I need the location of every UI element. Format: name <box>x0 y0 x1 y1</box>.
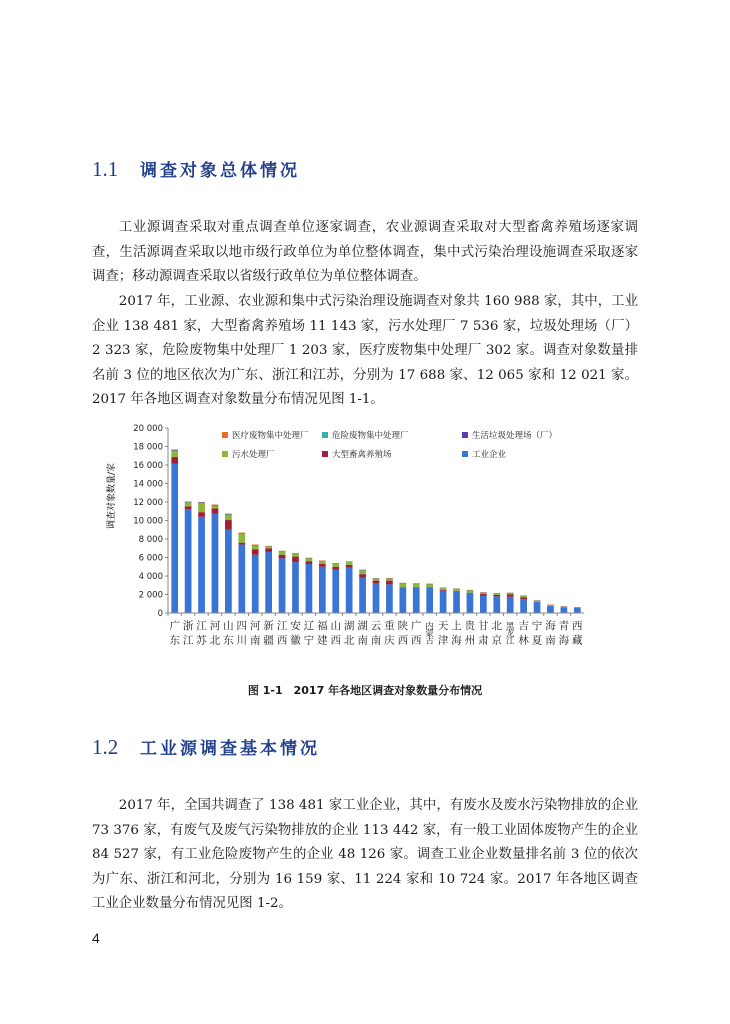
x-tick-label: 山东 <box>223 620 234 647</box>
y-tick-label: 4 000 <box>138 572 163 582</box>
x-tick-label: 贵州 <box>464 620 476 647</box>
bar-segment <box>346 562 353 565</box>
bar-segment <box>359 570 366 574</box>
bar-segment <box>386 581 393 585</box>
figure-caption: 图 1-1 2017 年各地区调查对象数量分布情况 <box>247 684 483 697</box>
x-tick-label: 重庆 <box>384 620 395 647</box>
bar-segment <box>185 506 192 509</box>
bar-segment <box>279 555 286 559</box>
x-tick-label: 辽宁 <box>303 620 315 647</box>
bar-segment <box>493 595 500 596</box>
bar-segment <box>426 584 433 587</box>
legend-label: 生活垃圾处理场（厂） <box>472 431 558 441</box>
section-heading-1-1 <box>92 156 300 182</box>
legend-swatch <box>322 432 328 438</box>
x-tick-label: 上海 <box>451 620 462 647</box>
bar-segment <box>359 578 366 613</box>
bar-segment <box>373 583 380 613</box>
x-tick-label: 四川 <box>236 620 248 647</box>
legend-label: 医疗废物集中处理厂 <box>232 431 309 441</box>
x-tick-label: 江西 <box>276 620 288 647</box>
section-heading-1-2 <box>92 734 320 760</box>
bar-segment <box>507 595 514 597</box>
bar-segment <box>225 530 232 613</box>
legend-swatch <box>462 432 468 438</box>
x-tick-label: 安徽 <box>290 620 301 647</box>
bar-segment <box>467 593 474 613</box>
bar-segment <box>279 551 286 554</box>
x-tick-label: 福建 <box>317 620 328 647</box>
bar-segment <box>440 591 447 613</box>
x-tick-label: 浙江 <box>182 620 194 647</box>
bar-segment <box>386 579 393 581</box>
bar-segment <box>346 565 353 568</box>
bar-segment <box>480 596 487 613</box>
bar-segment <box>319 561 326 564</box>
legend-label: 污水处理厂 <box>232 450 275 460</box>
bar-segment <box>453 589 460 591</box>
legend-label: 危险废物集中处理厂 <box>332 431 409 441</box>
y-tick-label: 6 000 <box>138 553 163 564</box>
x-tick-label: 青海 <box>558 620 570 647</box>
bar-segment <box>171 457 178 463</box>
bar-segment <box>252 545 259 549</box>
section-number: 1.1 <box>92 157 119 181</box>
bar-segment <box>480 594 487 596</box>
y-axis-title: 调查对象数量/家 <box>107 462 117 530</box>
bar-segment <box>399 583 406 587</box>
bar-segment <box>238 545 245 613</box>
legend-swatch <box>222 432 228 438</box>
paragraph-2: 2017 年，工业源、农业源和集中式污染治理设施调查对象共 160 988 家，其中，工业企业 138 481 家，大型畜禽养殖场 11 143 家，污水处理厂 7 536 家，垃圾处理场（厂）2 323 家，危险废物集中处理厂 1 203 家，医疗废物集中处理厂 302 家。调查对象数量排名前 3 位的地区依次为广东、浙江和江苏，分别为 17 688 家、12 065 家和 12 021 家。2017 年各地区调查对象数量分布情况见图 1-1。 <box>92 294 638 408</box>
x-tick-label: 西藏 <box>572 620 583 647</box>
bar-segment <box>279 558 286 613</box>
page-number: 4 <box>92 930 100 946</box>
x-tick-label: 河南 <box>249 620 261 647</box>
bar-segment <box>332 570 339 613</box>
bar-segment <box>225 514 232 520</box>
bar-segment <box>265 548 272 552</box>
bar-segment <box>306 564 313 613</box>
bar-segment <box>373 579 380 581</box>
legend-label: 工业企业 <box>472 450 507 460</box>
bar-segment <box>252 549 259 555</box>
x-tick-label: 内蒙古 <box>425 622 434 647</box>
legend-swatch <box>462 451 468 457</box>
y-tick-label: 14 000 <box>133 479 163 490</box>
x-tick-label: 陕西 <box>397 620 409 647</box>
bar-segment <box>359 574 366 578</box>
x-tick-label: 宁夏 <box>531 620 543 647</box>
paragraph-3: 2017 年，全国共调查了 138 481 家工业企业，其中，有废水及废水污染物排放的企业 73 376 家，有废气及废气污染物排放的企业 113 442 家，有一般工业固体废物产生的企业 84 527 家，有工业危险废物产生的企业 48 126 家。调查工业企业数量排名前 3 位的依次为广东、浙江和河北，分别为 16 159 家、11 224 家和 10 724 家。2017 年各地区调查工业企业数量分布情况见图 1-2。 <box>92 798 638 912</box>
x-tick-label: 海南 <box>545 620 556 647</box>
y-tick-label: 20 000 <box>133 424 163 434</box>
x-tick-label: 河北 <box>209 620 221 647</box>
x-tick-label: 新疆 <box>263 620 274 647</box>
bar-segment <box>212 514 219 613</box>
bar-segment <box>292 557 299 563</box>
bar-segment <box>332 564 339 567</box>
x-tick-label: 黑龙江 <box>505 622 515 647</box>
bar-segment <box>225 520 232 530</box>
bar-segment <box>292 562 299 613</box>
bar-segment <box>426 587 433 613</box>
bar-segment <box>399 587 406 613</box>
bar-segment <box>574 608 581 613</box>
bar-segment <box>467 590 474 592</box>
bar-segment <box>413 584 420 587</box>
x-tick-label: 广东 <box>169 620 180 647</box>
y-tick-label: 8 000 <box>138 535 163 545</box>
legend-swatch <box>222 451 228 457</box>
x-tick-label: 北京 <box>491 620 503 647</box>
bar-segment <box>520 599 527 613</box>
y-tick-label: 16 000 <box>133 461 163 471</box>
bar-segment <box>319 564 326 567</box>
bar-segment <box>185 509 192 613</box>
legend-swatch <box>322 451 328 457</box>
section-number: 1.2 <box>92 735 119 759</box>
bar-segment <box>319 567 326 613</box>
paragraph-1: 工业源调查采取对重点调查单位逐家调查，农业源调查采取对大型畜禽养殖场逐家调查，生活源调查采取以地市级行政单位为单位整体调查，集中式污染治理设施调查采取逐家调查；移动源调查采取以省级行政单位为单位整体调查。 <box>92 220 638 285</box>
bar-segment <box>265 552 272 613</box>
bar-segment <box>386 584 393 613</box>
x-tick-label: 广西 <box>411 620 422 647</box>
bar-segment <box>238 533 245 542</box>
x-tick-label: 吉林 <box>518 620 529 647</box>
x-tick-label: 江苏 <box>196 620 207 647</box>
bar-segment <box>507 597 514 613</box>
y-tick-label: 0 <box>157 609 163 619</box>
bar-segment <box>198 503 205 512</box>
bar-segment <box>185 502 192 506</box>
y-tick-label: 2 000 <box>138 590 163 601</box>
bar-segment <box>171 464 178 613</box>
bar-segment <box>292 554 299 557</box>
x-tick-label: 山西 <box>330 620 341 647</box>
bar-segment <box>306 558 313 561</box>
bar-segment <box>332 567 339 570</box>
bar-segment <box>561 607 568 613</box>
bar-segment <box>493 596 500 613</box>
bar-segment <box>265 546 272 548</box>
legend-label: 大型畜禽养殖场 <box>332 450 392 460</box>
section-title: 工业源调查基本情况 <box>140 739 320 759</box>
bar-segment <box>252 555 259 613</box>
bar-segment <box>413 587 420 613</box>
bar-segment <box>440 588 447 590</box>
stacked-bar-chart <box>92 418 612 666</box>
x-tick-label: 甘肃 <box>478 620 489 647</box>
bar-segment <box>198 512 205 517</box>
bar-segment <box>171 450 178 451</box>
y-tick-label: 18 000 <box>133 442 163 453</box>
x-tick-label: 湖南 <box>357 620 368 647</box>
bar-segment <box>520 597 527 599</box>
bar-segment <box>306 561 313 564</box>
bar-segment <box>373 581 380 584</box>
bar-segment <box>212 508 219 514</box>
section-title: 调查对象总体情况 <box>140 161 300 181</box>
bar-segment <box>453 591 460 613</box>
bar-segment <box>212 505 219 508</box>
bar-segment <box>547 606 554 613</box>
x-tick-label: 云南 <box>370 620 382 647</box>
bar-segment <box>198 517 205 613</box>
x-tick-label: 湖北 <box>343 620 355 647</box>
bar-segment <box>238 543 245 545</box>
x-tick-label: 天津 <box>437 620 449 647</box>
bar-segment <box>346 568 353 613</box>
bar-segment <box>440 590 447 591</box>
bar-segment <box>171 451 178 457</box>
y-tick-label: 10 000 <box>133 516 163 527</box>
y-tick-label: 12 000 <box>133 498 163 508</box>
bar-segment <box>534 602 541 613</box>
